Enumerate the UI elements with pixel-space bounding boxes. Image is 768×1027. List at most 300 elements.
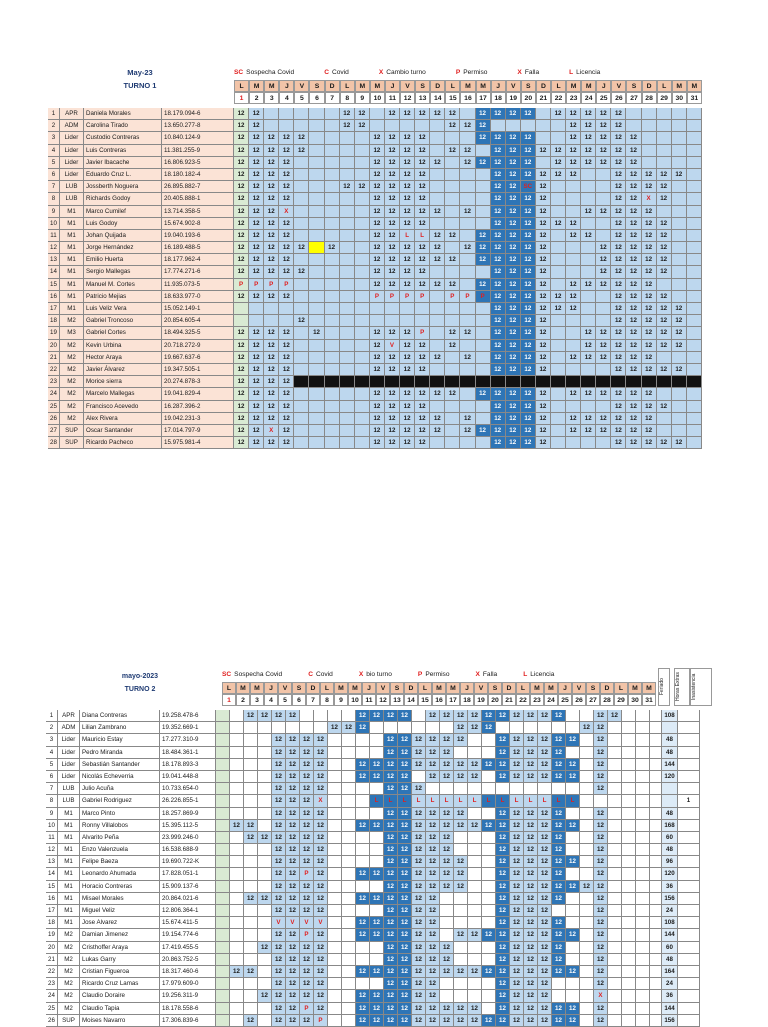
shift-cell — [230, 795, 244, 807]
shift-cell: 12 — [594, 917, 608, 929]
shift-cell: 12 — [510, 966, 524, 978]
role-cell: SUP — [60, 437, 84, 449]
shift-cell: 12 — [611, 303, 626, 315]
role-cell: M1 — [58, 881, 80, 893]
feriado-cell — [650, 978, 662, 990]
shift-cell: 12 — [536, 279, 551, 291]
feriado-cell — [650, 1003, 662, 1015]
row-number: 4 — [48, 145, 60, 157]
shift-cell — [636, 722, 650, 734]
shift-cell: 12 — [430, 388, 445, 400]
shift-cell — [325, 315, 340, 327]
shift-cell — [216, 881, 230, 893]
shift-cell — [230, 868, 244, 880]
shift-cell — [356, 905, 370, 917]
shift-cell — [355, 291, 370, 303]
shift-cell: 12 — [538, 929, 552, 941]
shift-cell — [264, 303, 279, 315]
employee-rut: 18.257.869-9 — [160, 808, 216, 820]
shift-cell — [672, 401, 687, 413]
shift-cell: 12 — [510, 808, 524, 820]
shift-cell: 12 — [400, 388, 415, 400]
shift-cell: 12 — [538, 942, 552, 954]
shift-cell: 12 — [566, 132, 581, 144]
table-row — [48, 437, 702, 449]
weekday-cell: M — [566, 80, 581, 92]
shift-cell — [356, 783, 370, 795]
weekday-cell: V — [611, 80, 626, 92]
shift-cell: 12 — [642, 352, 657, 364]
shift-cell — [355, 437, 370, 449]
shift-cell: 12 — [300, 783, 314, 795]
shift-cell — [355, 425, 370, 437]
shift-cell: 12 — [510, 734, 524, 746]
shift-cell: 12 — [426, 832, 440, 844]
shift-cell — [258, 1015, 272, 1027]
shift-cell: 12 — [279, 254, 294, 266]
shift-cell: 12 — [415, 352, 430, 364]
shift-cell — [328, 1003, 342, 1015]
shift-cell — [309, 181, 324, 193]
shift-cell — [309, 364, 324, 376]
weekday-cell: S — [488, 682, 502, 694]
employee-rut: 17.014.797-9 — [162, 425, 234, 437]
role-cell: M2 — [60, 352, 84, 364]
shift-cell: 12 — [657, 266, 672, 278]
day-number-cell: 2 — [236, 694, 250, 706]
shift-cell — [687, 413, 702, 425]
shift-cell: 12 — [279, 364, 294, 376]
shift-cell: 12 — [596, 242, 611, 254]
table-row — [48, 364, 702, 376]
shift-cell: 12 — [426, 1003, 440, 1015]
shift-cell: 12 — [400, 401, 415, 413]
shift-cell: 12 — [491, 303, 506, 315]
shift-cell — [294, 193, 309, 205]
weekday-cell: M — [628, 682, 642, 694]
day-number-cell: 20 — [488, 694, 502, 706]
shift-cell: 12 — [566, 388, 581, 400]
shift-cell: 12 — [445, 108, 460, 120]
shift-cell: 12 — [279, 327, 294, 339]
shift-cell — [412, 710, 426, 722]
shift-cell — [309, 120, 324, 132]
day-number-cell: 30 — [628, 694, 642, 706]
shift-cell — [445, 303, 460, 315]
shift-cell — [482, 868, 496, 880]
shift-cell — [468, 844, 482, 856]
absence-count — [678, 759, 700, 771]
shift-cell — [636, 893, 650, 905]
shift-cell — [430, 120, 445, 132]
shift-cell — [468, 868, 482, 880]
shift-cell: 12 — [566, 1003, 580, 1015]
absence-count — [678, 917, 700, 929]
weekday-cell: M — [642, 682, 656, 694]
shift-cell — [581, 364, 596, 376]
shift-cell — [454, 783, 468, 795]
shift-cell: 12 — [611, 364, 626, 376]
row-number: 28 — [48, 437, 60, 449]
shift-cell: 12 — [370, 352, 385, 364]
shift-cell: 12 — [385, 230, 400, 242]
shift-cell: 12 — [355, 120, 370, 132]
shift-cell: 12 — [264, 364, 279, 376]
shift-cell — [445, 401, 460, 413]
shift-cell — [216, 905, 230, 917]
shift-cell — [309, 108, 324, 120]
shift-cell: X — [594, 990, 608, 1002]
shift-cell: 12 — [340, 120, 355, 132]
shift-cell — [230, 722, 244, 734]
shift-cell — [687, 340, 702, 352]
shift-cell: 12 — [370, 710, 384, 722]
shift-cell — [608, 929, 622, 941]
shift-cell: 12 — [264, 376, 279, 388]
shift-cell — [672, 279, 687, 291]
shift-cell: 12 — [400, 242, 415, 254]
legend-code: C — [308, 671, 313, 678]
role-cell: Lider — [60, 132, 84, 144]
day-number-cell: 18 — [491, 92, 506, 104]
overtime-hours: 48 — [662, 808, 678, 820]
shift-cell: 12 — [538, 990, 552, 1002]
shift-cell: 12 — [272, 832, 286, 844]
shift-cell: 12 — [398, 881, 412, 893]
shift-cell: 12 — [412, 868, 426, 880]
shift-cell: 12 — [314, 1003, 328, 1015]
shift-cell — [476, 376, 491, 388]
shift-cell: 12 — [398, 917, 412, 929]
shift-cell — [230, 710, 244, 722]
shift-cell — [687, 218, 702, 230]
shift-cell: 12 — [538, 734, 552, 746]
shift-cell — [300, 710, 314, 722]
shift-cell: 12 — [594, 747, 608, 759]
shift-cell — [622, 929, 636, 941]
shift-cell: 12 — [552, 759, 566, 771]
shift-cell — [355, 303, 370, 315]
shift-cell: 12 — [398, 734, 412, 746]
role-cell: Lider — [58, 747, 80, 759]
shift-cell: 12 — [230, 966, 244, 978]
shift-cell — [342, 844, 356, 856]
shift-cell: 12 — [286, 808, 300, 820]
shift-cell — [325, 120, 340, 132]
overtime-hours: 48 — [662, 844, 678, 856]
shift-cell: 12 — [279, 401, 294, 413]
shift-cell — [355, 206, 370, 218]
shift-cell: 12 — [385, 425, 400, 437]
shift-cell — [328, 710, 342, 722]
shift-cell: 12 — [506, 352, 521, 364]
role-cell: M1 — [60, 218, 84, 230]
day-number-cell: 25 — [558, 694, 572, 706]
legend-code: C — [324, 69, 329, 76]
shift-cell — [460, 303, 475, 315]
shift-cell — [445, 437, 460, 449]
shift-cell: 12 — [454, 929, 468, 941]
day-number-cell: 22 — [516, 694, 530, 706]
shift-cell: 12 — [536, 145, 551, 157]
shift-cell — [552, 990, 566, 1002]
shift-cell: 12 — [524, 734, 538, 746]
weekday-cell: M — [544, 682, 558, 694]
shift-cell: P — [264, 279, 279, 291]
legend-code: L — [569, 69, 574, 76]
shift-cell: 12 — [258, 710, 272, 722]
table-row — [46, 856, 700, 868]
row-number: 25 — [48, 401, 60, 413]
shift-cell — [294, 120, 309, 132]
shift-cell: X — [642, 193, 657, 205]
employee-name: Marco Pinto — [80, 808, 160, 820]
legend-text: Permiso — [463, 69, 488, 76]
weekday-cell: D — [325, 80, 340, 92]
absence-count — [678, 881, 700, 893]
shift-cell: 12 — [496, 954, 510, 966]
shift-cell: 12 — [538, 856, 552, 868]
shift-cell: 12 — [491, 193, 506, 205]
shift-cell — [216, 893, 230, 905]
overtime-hours: 60 — [662, 942, 678, 954]
shift-cell — [294, 376, 309, 388]
legend-text: Covid — [315, 671, 333, 678]
row-number: 4 — [46, 747, 58, 759]
feriado-cell — [650, 990, 662, 1002]
shift-cell — [342, 881, 356, 893]
shift-cell — [581, 181, 596, 193]
row-number: 1 — [46, 710, 58, 722]
row-number: 5 — [48, 157, 60, 169]
shift-cell — [430, 376, 445, 388]
row-number: 16 — [46, 893, 58, 905]
shift-cell: 12 — [385, 193, 400, 205]
employee-name: Morice sierra — [84, 376, 162, 388]
col-inasistencia-header: Inasistencia — [690, 668, 712, 706]
weekday-cell: L — [516, 682, 530, 694]
shift-cell — [440, 722, 454, 734]
shift-cell — [636, 942, 650, 954]
shift-cell: 12 — [264, 254, 279, 266]
shift-cell — [636, 929, 650, 941]
shift-cell — [328, 759, 342, 771]
shift-cell: 12 — [314, 844, 328, 856]
shift-cell — [657, 413, 672, 425]
shift-cell: 12 — [412, 783, 426, 795]
employee-rut: 19.352.669-1 — [160, 722, 216, 734]
shift-cell: X — [264, 425, 279, 437]
shift-cell: 12 — [385, 388, 400, 400]
shift-cell: L — [468, 795, 482, 807]
shift-cell: 12 — [426, 771, 440, 783]
shift-cell: V — [314, 917, 328, 929]
role-cell: M1 — [60, 279, 84, 291]
shift-cell: 12 — [356, 1015, 370, 1027]
shift-cell: 12 — [524, 820, 538, 832]
shift-cell: P — [249, 279, 264, 291]
shift-cell — [580, 747, 594, 759]
table-row — [46, 722, 700, 734]
shift-cell — [445, 157, 460, 169]
shift-cell — [608, 844, 622, 856]
shift-cell: 12 — [552, 868, 566, 880]
employee-rut: 15.052.149-1 — [162, 303, 234, 315]
shift-cell — [244, 868, 258, 880]
employee-rut: 15.395.112-5 — [160, 820, 216, 832]
shift-cell — [491, 120, 506, 132]
shift-cell: 12 — [426, 942, 440, 954]
shift-cell: 12 — [581, 157, 596, 169]
shift-cell — [636, 783, 650, 795]
shift-cell — [482, 771, 496, 783]
shift-cell: 12 — [370, 990, 384, 1002]
shift-cell — [400, 376, 415, 388]
shift-cell — [328, 905, 342, 917]
shift-cell: 12 — [445, 340, 460, 352]
shift-cell — [581, 242, 596, 254]
shift-cell — [309, 230, 324, 242]
weekday-cell: S — [626, 80, 641, 92]
shift-cell: 12 — [524, 881, 538, 893]
shift-cell: 12 — [272, 905, 286, 917]
shift-cell — [566, 893, 580, 905]
shift-cell — [430, 218, 445, 230]
shift-cell — [580, 954, 594, 966]
shift-cell — [460, 193, 475, 205]
shift-cell: 12 — [521, 279, 536, 291]
shift-cell: 12 — [521, 218, 536, 230]
shift-cell: 12 — [626, 364, 641, 376]
shift-cell: 12 — [398, 929, 412, 941]
table-row — [48, 327, 702, 339]
shift-cell: 12 — [538, 1015, 552, 1027]
shift-cell: 12 — [385, 401, 400, 413]
role-cell: SUP — [58, 1015, 80, 1027]
shift-cell: 12 — [300, 893, 314, 905]
shift-cell: 12 — [552, 771, 566, 783]
shift-cell — [340, 413, 355, 425]
shift-cell: 12 — [580, 722, 594, 734]
shift-cell — [355, 364, 370, 376]
day-number-cell: 18 — [460, 694, 474, 706]
shift-cell: 12 — [440, 954, 454, 966]
weekday-cell: V — [474, 682, 488, 694]
shift-cell: 12 — [536, 169, 551, 181]
shift-cell — [370, 722, 384, 734]
shift-cell — [384, 722, 398, 734]
table-row — [46, 966, 700, 978]
shift-cell: 12 — [234, 254, 249, 266]
shift-cell: 12 — [272, 929, 286, 941]
shift-cell — [476, 437, 491, 449]
shift-cell: 12 — [279, 193, 294, 205]
shift-cell: 12 — [249, 388, 264, 400]
shift-cell: 12 — [496, 771, 510, 783]
shift-cell: 12 — [440, 832, 454, 844]
shift-cell: 12 — [657, 303, 672, 315]
shift-cell — [594, 795, 608, 807]
employee-name: Gabriel Troncoso — [84, 315, 162, 327]
shift-cell: L — [496, 795, 510, 807]
shift-cell: 12 — [445, 145, 460, 157]
shift-cell — [309, 145, 324, 157]
shift-cell — [325, 132, 340, 144]
shift-cell — [566, 181, 581, 193]
absence-count — [678, 990, 700, 1002]
shift-cell: 12 — [566, 413, 581, 425]
shift-cell: 12 — [264, 132, 279, 144]
shift-cell — [249, 315, 264, 327]
day-number-header-row — [234, 92, 702, 104]
shift-cell — [258, 844, 272, 856]
shift-cell — [328, 808, 342, 820]
staff-table — [48, 108, 702, 449]
shift-cell: 12 — [279, 218, 294, 230]
row-number: 9 — [48, 206, 60, 218]
employee-name: Javier Álvarez — [84, 364, 162, 376]
shift-cell: 12 — [506, 413, 521, 425]
shift-cell: 12 — [642, 425, 657, 437]
day-number-cell: 3 — [264, 92, 279, 104]
table-row — [48, 230, 702, 242]
shift-cell: 12 — [415, 157, 430, 169]
shift-cell — [294, 401, 309, 413]
shift-cell: 12 — [566, 1015, 580, 1027]
table-row — [48, 169, 702, 181]
shift-cell: 12 — [566, 352, 581, 364]
shift-cell — [342, 990, 356, 1002]
shift-cell — [445, 193, 460, 205]
shift-cell — [657, 145, 672, 157]
shift-cell: 12 — [566, 759, 580, 771]
employee-rut: 20.854.605-4 — [162, 315, 234, 327]
shift-cell — [325, 364, 340, 376]
shift-cell: 12 — [286, 1003, 300, 1015]
shift-cell — [328, 832, 342, 844]
shift-cell — [440, 905, 454, 917]
role-cell: M2 — [58, 966, 80, 978]
shift-cell — [294, 230, 309, 242]
employee-rut: 18.180.182-4 — [162, 169, 234, 181]
shift-cell — [687, 145, 702, 157]
shift-cell: 12 — [510, 1003, 524, 1015]
shift-cell — [216, 734, 230, 746]
shift-cell: 12 — [510, 929, 524, 941]
shift-cell: 12 — [412, 954, 426, 966]
shift-cell: 12 — [426, 881, 440, 893]
employee-name: Enzo Valenzuela — [80, 844, 160, 856]
shift-cell: 12 — [482, 1015, 496, 1027]
shift-cell: 12 — [272, 771, 286, 783]
shift-cell — [355, 242, 370, 254]
shift-cell — [342, 942, 356, 954]
shift-cell: 12 — [234, 401, 249, 413]
shift-cell: P — [300, 929, 314, 941]
shift-cell — [355, 132, 370, 144]
shift-cell: 12 — [521, 230, 536, 242]
feriado-cell — [650, 844, 662, 856]
shift-cell: 12 — [385, 254, 400, 266]
role-cell: M2 — [58, 1003, 80, 1015]
shift-cell — [230, 808, 244, 820]
shift-cell — [687, 254, 702, 266]
shift-cell — [355, 340, 370, 352]
shift-cell — [216, 856, 230, 868]
employee-name: Luis Contreras — [84, 145, 162, 157]
shift-cell: 12 — [384, 868, 398, 880]
shift-cell — [580, 1003, 594, 1015]
